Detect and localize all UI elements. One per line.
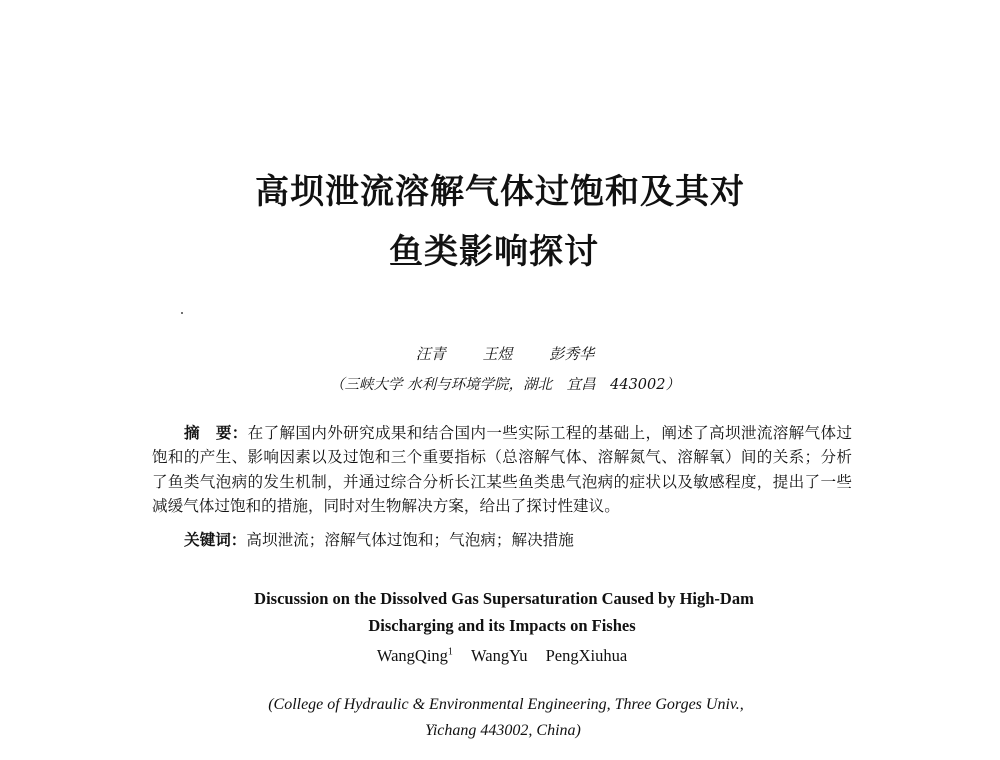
author-cn-1: 汪青 [415, 345, 446, 363]
keywords-cn [184, 528, 864, 552]
title-cn-line-1: 高坝泄流溶解气体过饱和及其对 [255, 172, 745, 212]
scan-speck [181, 312, 183, 314]
author-en-1 [377, 646, 453, 665]
abstract-cn [152, 421, 852, 518]
author-en-2: WangYu [471, 645, 528, 665]
authors-en [0, 641, 1000, 667]
title-cn-line-2: 鱼类影响探讨 [389, 232, 599, 272]
abstract-text: 在了解国内外研究成果和结合国内一些实际工程的基础上，阐述了高坝泄流溶解气体过饱和的产生、影响因素以及过饱和三个重要指标（总溶解气体、溶解氮气、溶解氧）间的关系；分析了鱼类气泡病的发生机制，并通过综合分析长江某些鱼类患气泡病的症状以及敏感程度，提出了一些减缓气体过饱和的措施，同时对生物解决方案，给出了探讨性建议。 [152, 424, 852, 515]
keywords-text: 高坝泄流；溶解气体过饱和；气泡病；解决措施 [246, 531, 574, 549]
abstract-label: 摘 要： [184, 423, 248, 442]
title-en-line-1: Discussion on the Dissolved Gas Supersaturation Caused by High-Dam [254, 589, 754, 608]
author-en-3: PengXiuhua [545, 645, 628, 665]
author-en-1-name: WangQing [376, 645, 448, 665]
affiliation-cn: （三峡大学 水利与环境学院，湖北 宜昌 443002） [330, 377, 680, 393]
author-en-1-sup: 1 [447, 646, 453, 657]
author-cn-2: 王煜 [482, 345, 513, 363]
author-cn-3: 彭秀华 [549, 345, 595, 363]
keywords-label: 关键词： [184, 530, 247, 549]
authors-cn [0, 343, 1000, 364]
title-en-line-2: Discharging and its Impacts on Fishes [368, 616, 636, 635]
affiliation-en-line-2: Yichang 443002, China) [425, 722, 581, 739]
affiliation-en-line-1: (College of Hydraulic & Environmental Engineering, Three Gorges Univ., [268, 696, 744, 713]
